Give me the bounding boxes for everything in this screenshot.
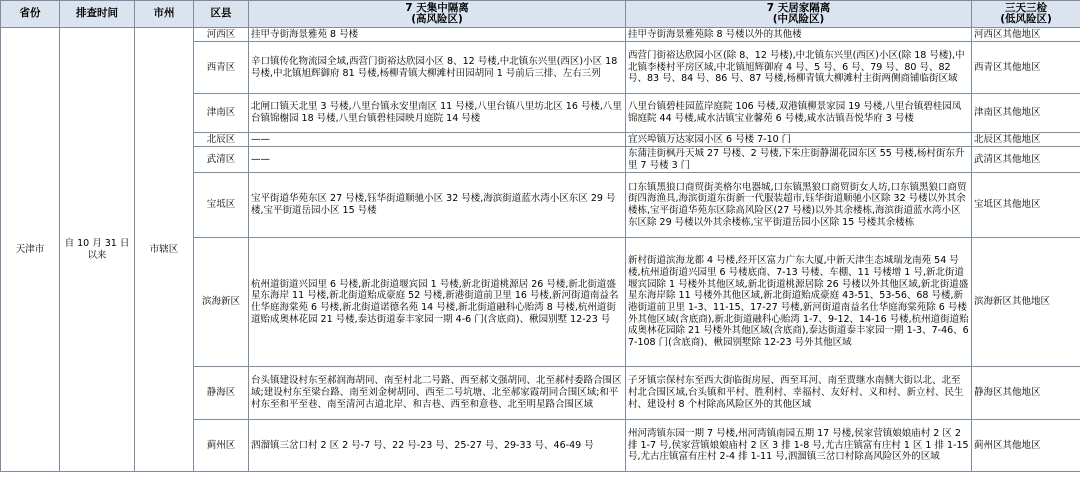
mid-risk-cell: 挂甲寺街海景雅苑除 8 号楼以外的其他楼 [626, 28, 972, 42]
district-cell: 静海区 [194, 367, 249, 420]
city-cell: 市辖区 [135, 28, 194, 472]
district-cell: 蓟州区 [194, 420, 249, 472]
high-risk-cell: 宝平街道华苑东区 27 号楼,钰华街道顺驰小区 32 号楼,海滨街道蓝水湾小区东区 29 号楼,宝平街道岳园小区 15 号楼 [249, 173, 626, 238]
mid-risk-cell: 宜兴埠镇万达家园小区 6 号楼 7-10 门 [626, 133, 972, 147]
low-risk-cell: 滨海新区其他地区 [972, 238, 1080, 367]
low-risk-cell: 北辰区其他地区 [972, 133, 1080, 147]
low-risk-cell: 津南区其他地区 [972, 94, 1080, 133]
high-risk-cell: 泗溜镇三岔口村 2 区 2 号-7 号、22 号-23 号、25-27 号、29-33 号、46-49 号 [249, 420, 626, 472]
district-cell: 津南区 [194, 94, 249, 133]
mid-risk-cell: 八里台镇碧桂园蓝岸庭院 106 号楼,双港镇柳景家园 19 号楼,八里台镇碧桂园凤锦庭院 44 号楼,咸水沽镇宝业馨苑 6 号楼,咸水沽镇吾悦华府 3 号楼 [626, 94, 972, 133]
high-risk-cell: 挂甲寺街海景雅苑 8 号楼 [249, 28, 626, 42]
header-mid-risk-title: 7 天居家隔离 [766, 1, 831, 14]
district-cell: 滨海新区 [194, 238, 249, 367]
high-risk-cell: 台头镇建设村东至郝润海胡同、南至村北二号路、西至郝文强胡同、北至郝村委路合围区域;建设村东至梁台路、南至刘金树胡同、西至二号坑塘、北至郝家霞胡同合围区域;和平村东至和平至巷、南至清河古道北岸、和吉巷、西至和意巷、北至明星路合围区域 [249, 367, 626, 420]
district-cell: 北辰区 [194, 133, 249, 147]
high-risk-cell: 杭州道街道兴园里 6 号楼,新北街道堰宾园 1 号楼,新北街道桃源居 26 号楼,新北街道盛星东海岸 11 号楼,新北街道贻成豪庭 52 号楼,新港街道前卫里 16 号楼,新河街道南益名仕华庭海棠苑 6 号楼,新北街道诺德名苑 14 号楼,新北街道融科心贻湾 8 号楼,杭州道街道贻成奥林花园 21 号楼,泰达街道泰丰家园一期 4-6 门(含底商)、楸园别墅 12-23 号 [249, 238, 626, 367]
mid-risk-cell: 子牙镇宗保村东至西大街临街房屋、西至耳河、南至贾继水南侧大街以北、北至村北合围区域,台头镇和平村、胜利村、幸福村、友好村、义和村、新立村、民生村、建设村 8 个村除高风险区外的其他区域 [626, 367, 972, 420]
low-risk-cell: 河西区其他地区 [972, 28, 1080, 42]
header-row [1, 1, 1080, 28]
header-low-risk [972, 1, 1080, 28]
low-risk-cell: 武清区其他地区 [972, 147, 1080, 173]
district-cell: 西青区 [194, 42, 249, 94]
mid-risk-cell: 州河湾镇东园一期 7 号楼,州河湾镇南园五期 17 号楼,侯家营镇娘娘庙村 2 区 2 排 1-7 号,侯家营镇娘娘庙村 2 区 3 排 1-8 号,尤古庄镇富有庄村 1 区 1 排 1-15 号,尤古庄镇富有庄村 2-4 排 1-11 号,泗溜镇三岔口村除高风险区外的区域 [626, 420, 972, 472]
province-cell: 天津市 [1, 28, 60, 472]
header-high-risk-sub: (高风险区) [411, 13, 463, 25]
header-high-risk-title: 7 天集中隔离 [405, 1, 469, 14]
high-risk-cell: 北闸口镇天北里 3 号楼,八里台镇永安里南区 11 号楼,八里台镇八里坊北区 16 号楼,八里台镇锦榭园 18 号楼,八里台镇碧桂园映月庭院 14 号楼 [249, 94, 626, 133]
mid-risk-cell: 西营门街裕达欣园小区(除 8、12 号楼),中北镇东兴里(西区)小区(除 18 号楼),中北镇李楼村平房区域,中北镇旭辉御府 4 号、5 号、6 号、79 号、80 号、82 号、83 号、84 号、86 号、87 号楼,杨柳青镇大柳滩村主街两侧商铺临街区域 [626, 42, 972, 94]
low-risk-cell: 西青区其他地区 [972, 42, 1080, 94]
header-period: 排查时间 [60, 1, 135, 28]
mid-risk-cell: 东蒲洼街枫丹天城 27 号楼、2 号楼,下朱庄街静湖花园东区 55 号楼,杨村街东升里 7 号楼 3 门 [626, 147, 972, 173]
district-cell: 武清区 [194, 147, 249, 173]
header-low-risk-sub: (低风险区) [1000, 13, 1052, 25]
low-risk-cell: 宝坻区其他地区 [972, 173, 1080, 238]
header-high-risk [249, 1, 626, 28]
header-city: 市州 [135, 1, 194, 28]
high-risk-cell: —— [249, 133, 626, 147]
header-province: 省份 [1, 1, 60, 28]
header-low-risk-title: 三天三检 [1005, 1, 1047, 14]
district-cell: 河西区 [194, 28, 249, 42]
low-risk-cell: 蓟州区其他地区 [972, 420, 1080, 472]
header-mid-risk [626, 1, 972, 28]
district-cell: 宝坻区 [194, 173, 249, 238]
mid-risk-cell: 口东镇黑狼口商贸街美格尔电器城,口东镇黑狼口商贸街女人坊,口东镇黑狼口商贸街四海渔具,海滨街道东街新一代服装超市,钰华街道顺驰小区除 32 号楼以外其余楼栋,宝平街道华苑东区除高风险区(27 号楼)以外其余楼栋,海滨街道蓝水湾小区东区除 29 号楼以外其余楼栋,宝平街道岳园小区除 15 号楼其余楼栋 [626, 173, 972, 238]
low-risk-cell: 静海区其他地区 [972, 367, 1080, 420]
header-district: 区县 [194, 1, 249, 28]
header-mid-risk-sub: (中风险区) [772, 13, 825, 25]
period-cell: 自 10 月 31 日以来 [60, 28, 135, 472]
mid-risk-cell: 新村街道滨海龙都 4 号楼,经开区富力广东大厦,中新天津生态城瑞龙南苑 54 号楼,杭州道街道兴园里 6 号楼底商、7-13 号楼、车棚、11 号楼增 1 号,新北街道堰宾园除 1 号楼外其他区域,新北街道桃源居除 26 号楼以外其他区域,新北街道盛星东海岸除 11 号楼外其他区域,新北街道贻成豪庭 43-51、53-56、68 号楼,新港街道前卫里 1-3、11-15、17-27 号楼,新河街道南益名仕华庭海棠苑除 6 号楼外其他区域(含底商),新北街道融科心贻湾 1-7、9-12、14-16 号楼,杭州道街道贻成奥林花园除 21 号楼外其他区域(含底商),泰达街道泰丰家园一期 1-3、7-46、67-108 门(含底商)、楸园别墅除 12-23 号外其他区域 [626, 238, 972, 367]
high-risk-cell: 辛口镇传化物流园全域,西营门街裕达欣园小区 8、12 号楼,中北镇东兴里(西区)小区 18 号楼,中北镇旭辉御府 81 号楼,杨柳青镇大柳滩村田园胡同 1 号前后三排、左右三列 [249, 42, 626, 94]
high-risk-cell: —— [249, 147, 626, 173]
table-row [1, 28, 1080, 42]
